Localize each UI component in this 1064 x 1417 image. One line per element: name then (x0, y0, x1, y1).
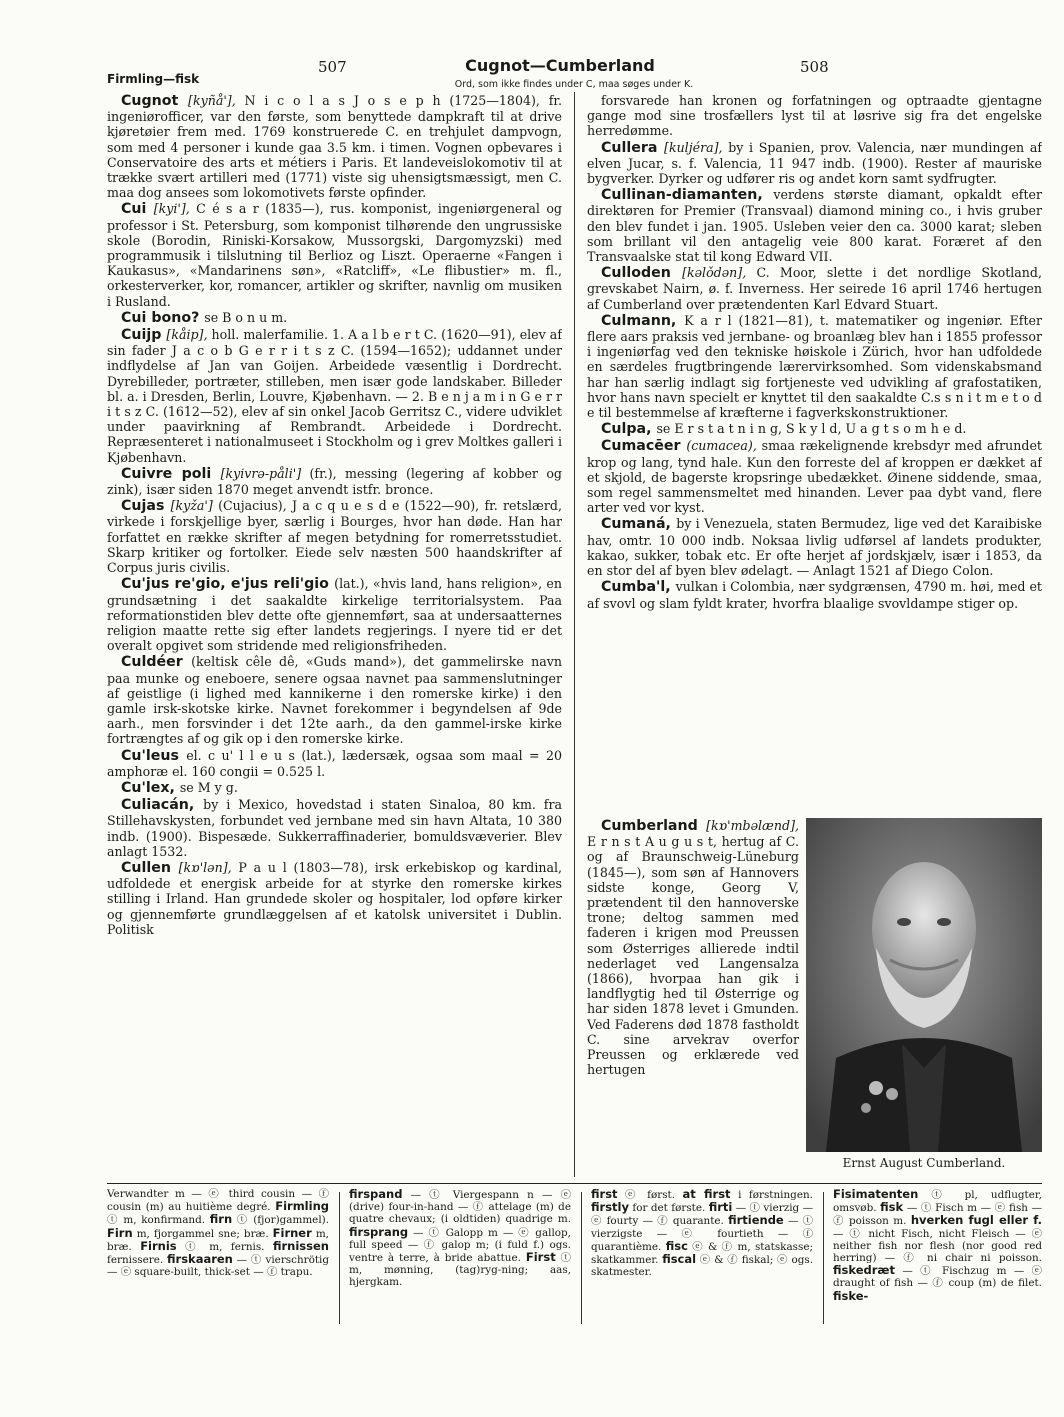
headword: Cullera (601, 139, 665, 156)
bottom-text: ⓣ m, fernis. (176, 1240, 273, 1253)
bottom-headword: firstly (591, 1200, 629, 1215)
pronunciation: [kɒ'lən], (178, 859, 232, 875)
bottom-headword: Fisimatenten (833, 1187, 919, 1201)
bottom-column-4 (833, 1188, 1042, 1303)
bottom-text: — ⓣ Fisch m — ⓔ fish — ⓕ poisson m. (833, 1202, 1043, 1228)
dictionary-entry (587, 265, 1042, 312)
headword: Cugnot (121, 93, 189, 109)
bottom-headword: Firnis (140, 1238, 177, 1253)
bottom-text: m, bræ. (107, 1227, 329, 1253)
headword: Cullinan-diamanten, (601, 187, 774, 204)
bottom-headword: First (525, 1250, 556, 1265)
bottom-column-2 (349, 1188, 571, 1289)
bottom-divider (581, 1192, 582, 1324)
entry-text: P a u l (1803—78), irsk erkebiskop og kardinal, udfoldede et energisk arbeide for at styrke den romerske kirkes stilling i Irland. Han grundede skoler og hospitaler, lod opføre kirker og gjennemførte grundlæggelsen af et katolsk universitet i Dublin. Politisk (107, 859, 562, 937)
bottom-text: — ⓣ vierzigste — ⓔ fourtieth — ⓕ quarantième. (591, 1215, 813, 1253)
entry-text: se B o n u m. (204, 309, 288, 325)
entry-text: K a r l (1821—81), t. matematiker og ingeniør. Efter flere aars praksis ved jernbane- og broanlæg blev han i 1855 professor i ingeniørfag ved den tekniske høiskole i Zürich, hvor han udfoldede en særdeles frugtbringende lærervirksomhed. Som videnskabsmand har han særlig indlagt sig fortjeneste ved udvikling af grafostatiken, hvor hans navn specielt er knyttet til den saakaldte C.s s n i t m e t o d e til bestemmelse af kræfterne i fagverkskonstruktioner. (587, 312, 1042, 421)
entry-text: smaa rækelignende krebsdyr med afrundet krop og lang, tynd hale. Kun den forreste del af kroppen er dækket af et skjold, de bagerste kropsringe ubedækket. Øinene siddende, smaa, som regel sammensmeltet med hinanden. Lever paa dybt vand, flere arter ved vor kyst. (587, 438, 1042, 516)
bottom-text: — ⓣ vierzig — ⓔ fourty — ⓕ quarante. (591, 1202, 813, 1228)
bottom-headword: fisk (880, 1200, 904, 1215)
pronunciation: (cumacea), (686, 438, 757, 454)
bottom-headword: Firn (107, 1225, 133, 1240)
entry-text: (lat.), «hvis land, hans religion», en grundsætning i det saakaldte kirkelige territorialsystem. Paa reformationstiden blev dette ofte gjennemført, saa at undersaatternes religion maatte rette sig efter landets regjerings. I nyere tid er det overalt opgivet som stridende med religionsfriheden. (107, 576, 562, 654)
dictionary-entry (107, 654, 562, 746)
bottom-divider (823, 1192, 824, 1324)
bottom-headword: at first (682, 1187, 731, 1201)
bottom-headword: firnissen (272, 1238, 329, 1253)
dictionary-entry (107, 327, 562, 465)
entry-text: E r n s t A u g u s t, hertug af C. og af Braunschweig-Lüneburg (1845—), som søn af Hannovers sidste konge, Georg V, prætendent til den hannoverske trone; deltog sammen med faderen i krigen mod Preussen som Østerriges allierede indtil nederlaget ved Langensalza (1866), hvorpaa han gik i landflygtig hed til Østerrige og har siden 1878 levet i Gmunden. Ved Faderens død 1878 fastholdt C. sine arvekrav overfor Preussen og erklærede ved hertugen (587, 834, 799, 1078)
entry-text: C é s a r (1835—), rus. komponist, ingeniørgeneral og professor i St. Petersburg, som komponist tilhørende den ungrussiske skole (Borodin, Riniski-Korsakow, Mussorgski, Dargomyzski) med programmusik i tilslutning til Berlioz og Liszt. Operaerne «Fangen i Kaukasus», «Mandarinens søn», «Ratcliff», «Le flibustier» m. fl., orkesterverker, kor, romancer, artikler og skrifter, navnlig om musiken i Rusland. (107, 201, 562, 309)
entry-text: by i Spanien, prov. Valencia, nær mundingen af elven Jucar, s. f. Valencia, 11 947 indb. (1900). Rester af mauriske bygverker. Dyrker og udfører ris og andet korn samt sydfrugter. (587, 139, 1042, 187)
portrait-image (806, 818, 1042, 1152)
dictionary-entry (587, 516, 1042, 578)
bottom-headword: firskaaren (167, 1252, 233, 1267)
pronunciation: [kɒ'mbəlænd], (706, 818, 799, 833)
left-text-column (107, 93, 562, 1173)
bottom-headword: fiske- (833, 1288, 869, 1303)
bottom-text: i førstningen. (730, 1189, 813, 1201)
dictionary-entry (587, 187, 1042, 264)
dictionary-entry (107, 93, 562, 200)
entry-text: se E r s t a t n i n g, S k y l d, U a g t s o m h e d. (656, 421, 967, 437)
page-header-title: Cugnot—Cumberland (465, 56, 655, 75)
bottom-headword: firn (209, 1212, 233, 1227)
bottom-text: ⓔ & ⓕ m, statskasse; skatkammer. (591, 1240, 813, 1267)
headword: Cujas (121, 498, 171, 515)
headword: Culloden (601, 265, 683, 282)
entry-text: el. c u' l l e u s (lat.), lædersæk, ogsaa som maal = 20 amphoræ el. 160 congii = 0.525 l. (107, 747, 562, 779)
entry-text: vulkan i Colombia, nær sydgrænsen, 4790 m. høi, med et af svovl og slam fyldt krater, hvorfra blaalige svovldampe stiger op. (587, 579, 1042, 611)
column-divider (574, 92, 575, 1177)
pronunciation: [kuljéra], (664, 139, 723, 155)
dictionary-entry (587, 140, 1042, 187)
bottom-text: — ⓣ Galopp m — ⓔ gallop, full speed — ⓕ galop m; (i fuld f.) ogs. ventre à terre, à bride abattue. (349, 1226, 571, 1265)
dictionary-entry (107, 576, 562, 653)
bottom-text: Verwandter m — ⓔ third cousin — ⓕ cousin (m) au huitième degré. (107, 1188, 329, 1214)
bottom-headword: fisc (665, 1238, 688, 1253)
bottom-headword: firtiende (728, 1213, 784, 1228)
headword: Cu'leus (121, 747, 187, 764)
bottom-text: — ⓣ nicht Fisch, nicht Fleisch — ⓔ neither fish nor flesh (nor good red herring) — ⓕ ni chair ni poisson. (833, 1227, 1042, 1265)
entry-text: (Cujacius), J a c q u e s d e (1522—90), fr. retslærd, virkede i forskjellige byer, særlig i Bourges, hvor han døde. Han har forfattet en række skrifter af megen betydning for romerretsstudiet. Skarp kritiker og fortolker. Eiede selv næsten 500 haandskrifter af Corpus juris civilis. (107, 498, 562, 576)
bottom-column-1 (107, 1188, 329, 1278)
bottom-text: ⓣ m, konfirmand. (107, 1214, 210, 1227)
entry-text: holl. malerfamilie. 1. A a l b e r t C. (1620—91), elev af sin fader J a c o b G e r r i t s z C. (1594—1652); uddannet under indflydelse af Jan van Goijen. Arbeidede væsentlig i Dordrecht. Dyrebilleder, portræter, stilleben, men især gode landskaber. Billeder bl. a. i Dresden, Berlin, Louvre, Kjøbenhavn. — 2. B e n j a m i n G e r r i t s z C. (1612—52), elev af sin onkel Jacob Gerritsz C., videre udviklet under paavirkning af Rembrandt. Arbeidede i Dordrecht. Repræsenteret i nationalmuseet i Stockholm og i grev Moltkes galleri i Kjøbenhavn. (107, 327, 562, 465)
headword: Cumba'l, (601, 579, 676, 596)
headword: Cuijp (121, 327, 167, 344)
bottom-headword: firsprang (349, 1224, 409, 1239)
headword: Cumberland (601, 818, 698, 834)
bottom-text: m, fjorgammel sne; bræ. (132, 1227, 273, 1240)
entry-text: verdens største diamant, opkaldt efter direktøren for Premier (Transvaal) diamond mining co., i hvis gruber den blev fundet i jan. 1905. Usleben veier den ca. 3000 karat; sleben som brillant vil den antagelig veie 800 karat. Foræret af den Transvaalske stat til kong Edward VII. (587, 187, 1042, 265)
page-number-left: 507 (318, 58, 347, 76)
headword: Culdéer (121, 654, 192, 671)
bottom-headword: hverken fugl eller f. (910, 1213, 1042, 1228)
dictionary-entry (107, 748, 562, 779)
pronunciation: [kåip], (166, 327, 208, 343)
cumberland-entry (587, 818, 799, 1077)
dictionary-entry (107, 310, 562, 326)
page-number-right: 508 (800, 58, 829, 76)
dictionary-entry (587, 438, 1042, 515)
entry-text: forsvarede han kronen og forfatningen og optraadte gjentagne gange mod sine trosfællers lyst til at løsrive sig fra det engelske herredømme. (587, 93, 1042, 139)
headword: Cu'lex, (121, 779, 180, 796)
bottom-text: fernissere. (107, 1254, 167, 1267)
headword: Cullen (121, 859, 179, 876)
dictionary-entry (107, 498, 562, 575)
section-label: Firmling—fisk (107, 72, 200, 86)
dictionary-entry (587, 421, 1042, 437)
headword: Cuivre poli (121, 465, 221, 482)
bottom-headword: firti (708, 1200, 733, 1215)
bottom-headword: fiskedræt (833, 1263, 895, 1278)
portrait-figure (806, 818, 1042, 1170)
portrait-caption: Ernst August Cumberland. (842, 1156, 1006, 1170)
bottom-column-3 (591, 1188, 813, 1278)
bottom-text: ⓔ & ⓕ fiskal; ⓔ ogs. skatmester. (591, 1254, 814, 1279)
bottom-headword: first (591, 1187, 618, 1201)
bottom-dictionary (107, 1188, 1042, 1338)
headword: Culpa, (601, 421, 657, 438)
headword: Cui bono? (121, 309, 205, 326)
pronunciation: [kəlǒdən], (682, 265, 747, 281)
dictionary-entry (587, 579, 1042, 610)
pronunciation: [kyža'] (170, 498, 213, 514)
bottom-text: — ⓣ vierschrötig — ⓔ square-built, thick-set — ⓕ trapu. (107, 1254, 330, 1279)
bottom-text: ⓔ først. (617, 1189, 683, 1201)
bottom-text: ⓣ m, mønning, (tag)ryg-ning; aas, hjergkam. (349, 1252, 571, 1289)
dictionary-entry (107, 797, 562, 859)
headword: Cui (121, 201, 154, 218)
headword: Culiacán, (121, 797, 204, 814)
pronunciation: [kyñå'], (188, 93, 236, 108)
entry-text: (fr.), messing (legering af kobber og zink), især siden 1870 meget anvendt istfr. bronce. (107, 465, 562, 498)
entry-text: se M y g. (179, 779, 238, 795)
bottom-headword: Firmling (275, 1199, 329, 1214)
bottom-text: — ⓣ Viergespann n — ⓔ (drive) four-in-hand — ⓕ attelage (m) de quatre chevaux; (i oldtiden) quadrige m. (349, 1189, 571, 1226)
headword: Cu'jus re'gio, e'jus reli'gio (121, 576, 335, 593)
headword: Culmann, (601, 312, 685, 329)
header-subnote: Ord, som ikke findes under C, maa søges under K. (454, 79, 694, 90)
bottom-headword: Firner (272, 1225, 312, 1240)
dictionary-entry (107, 780, 562, 796)
entry-text: C. Moor, slette i det nordlige Skotland, grevskabet Nairn, ø. f. Inverness. Her seirede 16 april 1746 hertugen af Cumberland over prætendenten Karl Edvard Stuart. (587, 265, 1042, 312)
bottom-headword: fiscal (662, 1252, 697, 1267)
dictionary-entry (107, 201, 562, 308)
bottom-text: ⓣ (fjor)gammel). (232, 1214, 330, 1227)
bottom-divider (339, 1192, 340, 1324)
headword: Cumaná, (601, 516, 677, 533)
entry-text: N i c o l a s J o s e p h (1725—1804), fr. ingeniørofficer, var den første, som benyttede dampkraft til at drive kjøretøier frem med. 1769 konstruerede C. en trehjulet dampvogn, som med 4 personer i kunde gaa 3.5 km. i timen. Vognen opbevares i Conservatoire des arts et métiers i Paris. Et landeveislokomotiv til at trække svært artilleri med (1771) viste sig uhensigtsmæssigt, men C. maa dog ansees som lokomotivets første opfinder. (107, 93, 562, 201)
pronunciation: [kyivrə-påli'] (220, 465, 302, 481)
bottom-text: — ⓣ Fischzug m — ⓔ draught of fish — ⓕ coup (m) de filet. (833, 1265, 1042, 1290)
bottom-headword: firspand (349, 1187, 403, 1201)
entry-text: by i Mexico, hovedstad i staten Sinaloa, 80 km. fra Stillehavskysten, forbundet ved jernbane med sin havn Altata, 10 380 indb. (1900). Bispesæde. Sukkerraffinaderier, bomuldsvæverier. Blev anlagt 1532. (107, 797, 562, 859)
dictionary-entry (107, 860, 562, 937)
headword: Cumacēer (601, 438, 687, 455)
entry-text: (keltisk cêle dê, «Guds mand»), det gammelirske navn paa munke og eneboere, senere ogsaa navnet paa sammenslutninger af geistlige (i lighed med kannikerne i den romerske kirke) i den gamle irsk-skotske kirke. Navnet forekommer i begyndelsen af 9de aarh., men forsvinder i det 12te aarh., da den gammel-irske kirke fortrængtes af og gik op i den romerske kirke. (107, 654, 562, 747)
bottom-text: for det første. (628, 1202, 709, 1215)
bottom-rule (107, 1183, 1042, 1184)
dictionary-entry (107, 466, 562, 497)
dictionary-entry (587, 93, 1042, 139)
bottom-text: ⓣ pl, udflugter, omsvøb. (833, 1189, 1042, 1215)
entry-text: by i Venezuela, staten Bermudez, lige ved det Karaibiske hav, omtr. 10 000 indb. Noksaa livlig udførsel af landets produkter, kakao, sukker, tobak etc. Er ofte herjet af jordskjælv, især i 1853, da en stor del af byen blev ødelagt. — Anlagt 1521 af Diego Colon. (587, 516, 1042, 579)
pronunciation: [kyi'], (153, 201, 190, 217)
dictionary-entry (587, 313, 1042, 420)
